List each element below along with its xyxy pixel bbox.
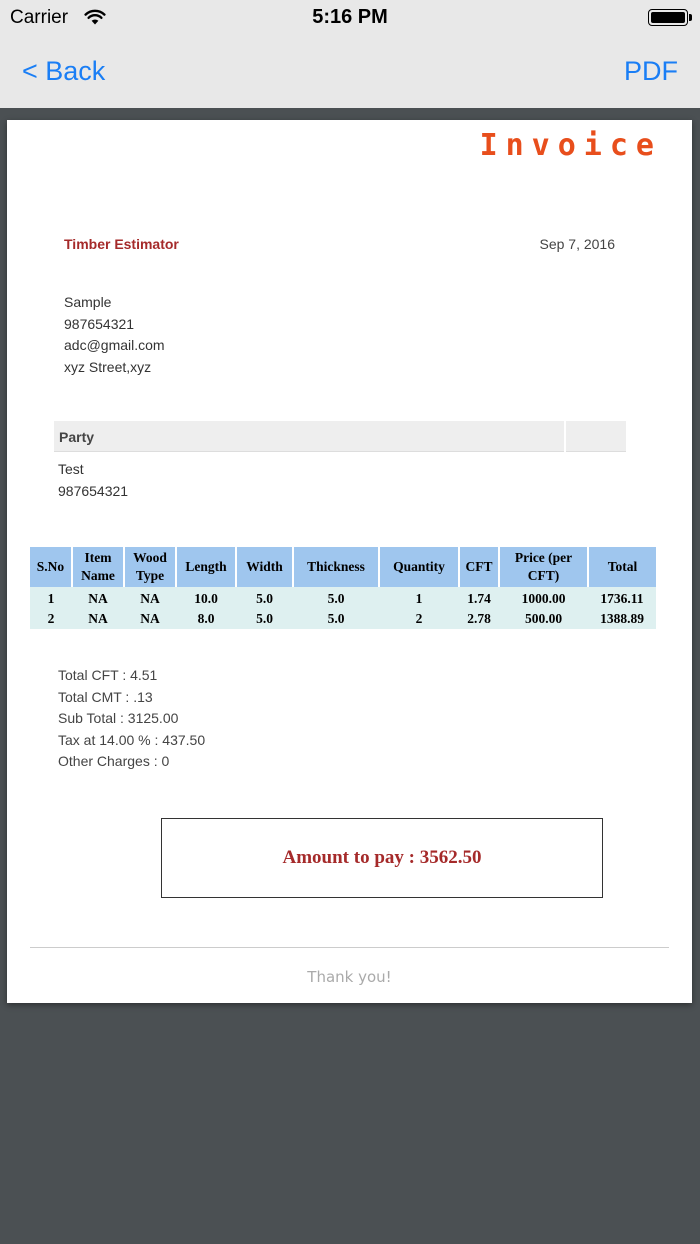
carrier-label: Carrier (10, 7, 69, 28)
party-phone: 987654321 (58, 482, 129, 499)
battery-icon (648, 9, 688, 26)
sender-details (64, 292, 165, 378)
navigation-bar (0, 36, 700, 108)
cell-thickness: 5.0 (293, 609, 379, 629)
col-item-name: Item Name (72, 547, 124, 587)
table-row (30, 587, 656, 609)
tax-amount: Tax at 14.00 % : 437.50 (58, 731, 206, 748)
party-header (54, 421, 626, 452)
invoice-date: Sep 7, 2016 (539, 236, 615, 252)
total-cmt: Total CMT : .13 (58, 688, 153, 705)
col-cft: CFT (459, 547, 499, 587)
party-details (58, 459, 128, 502)
status-bar (0, 0, 700, 36)
cell-cft: 1.74 (459, 587, 499, 609)
col-width: Width (236, 547, 293, 587)
invoice-title: Invoice (479, 128, 662, 163)
cell-thickness: 5.0 (293, 587, 379, 609)
col-quantity: Quantity (379, 547, 459, 587)
amount-box (161, 818, 603, 898)
col-thickness: Thickness (293, 547, 379, 587)
cell-cft: 2.78 (459, 609, 499, 629)
cell-width: 5.0 (236, 609, 293, 629)
cell-total: 1388.89 (588, 609, 656, 629)
items-table (30, 547, 656, 629)
col-price: Price (per CFT) (499, 547, 588, 587)
cell-price: 1000.00 (499, 587, 588, 609)
sender-name: Sample (64, 294, 112, 310)
col-sno: S.No (30, 547, 72, 587)
sender-phone: 987654321 (64, 315, 135, 332)
invoice-document (7, 120, 692, 1003)
clock: 5:16 PM (312, 6, 388, 28)
cell-sno: 2 (30, 609, 72, 629)
col-wood-type: Wood Type (124, 547, 176, 587)
cell-item-name: NA (72, 609, 124, 629)
cell-item-name: NA (72, 587, 124, 609)
cell-sno: 1 (30, 587, 72, 609)
pdf-button[interactable]: PDF (624, 56, 678, 86)
sender-address: xyz Street,xyz (64, 358, 152, 375)
company-name: Timber Estimator (64, 236, 179, 252)
cell-price: 500.00 (499, 609, 588, 629)
party-name: Test (58, 461, 84, 477)
cell-length: 8.0 (176, 609, 236, 629)
party-heading: Party (59, 429, 95, 445)
amount-to-pay: Amount to pay : 3562.50 (282, 847, 482, 868)
table-header-row (30, 547, 656, 587)
sender-email: adc@gmail.com (64, 337, 165, 353)
total-cft: Total CFT : 4.51 (58, 667, 158, 683)
cell-length: 10.0 (176, 587, 236, 609)
table-row (30, 609, 656, 629)
cell-wood-type: NA (124, 587, 176, 609)
sub-total: Sub Total : 3125.00 (58, 710, 179, 726)
other-charges: Other Charges : 0 (58, 753, 170, 769)
cell-total: 1736.11 (588, 587, 656, 609)
cell-width: 5.0 (236, 587, 293, 609)
cell-quantity: 2 (379, 609, 459, 629)
thank-you-note: Thank you! (307, 968, 392, 986)
cell-quantity: 1 (379, 587, 459, 609)
col-length: Length (176, 547, 236, 587)
footer-divider (30, 947, 669, 948)
cell-wood-type: NA (124, 609, 176, 629)
back-button[interactable]: < Back (22, 56, 106, 86)
totals-summary (58, 665, 205, 773)
header-divider (564, 421, 566, 452)
col-total: Total (588, 547, 656, 587)
